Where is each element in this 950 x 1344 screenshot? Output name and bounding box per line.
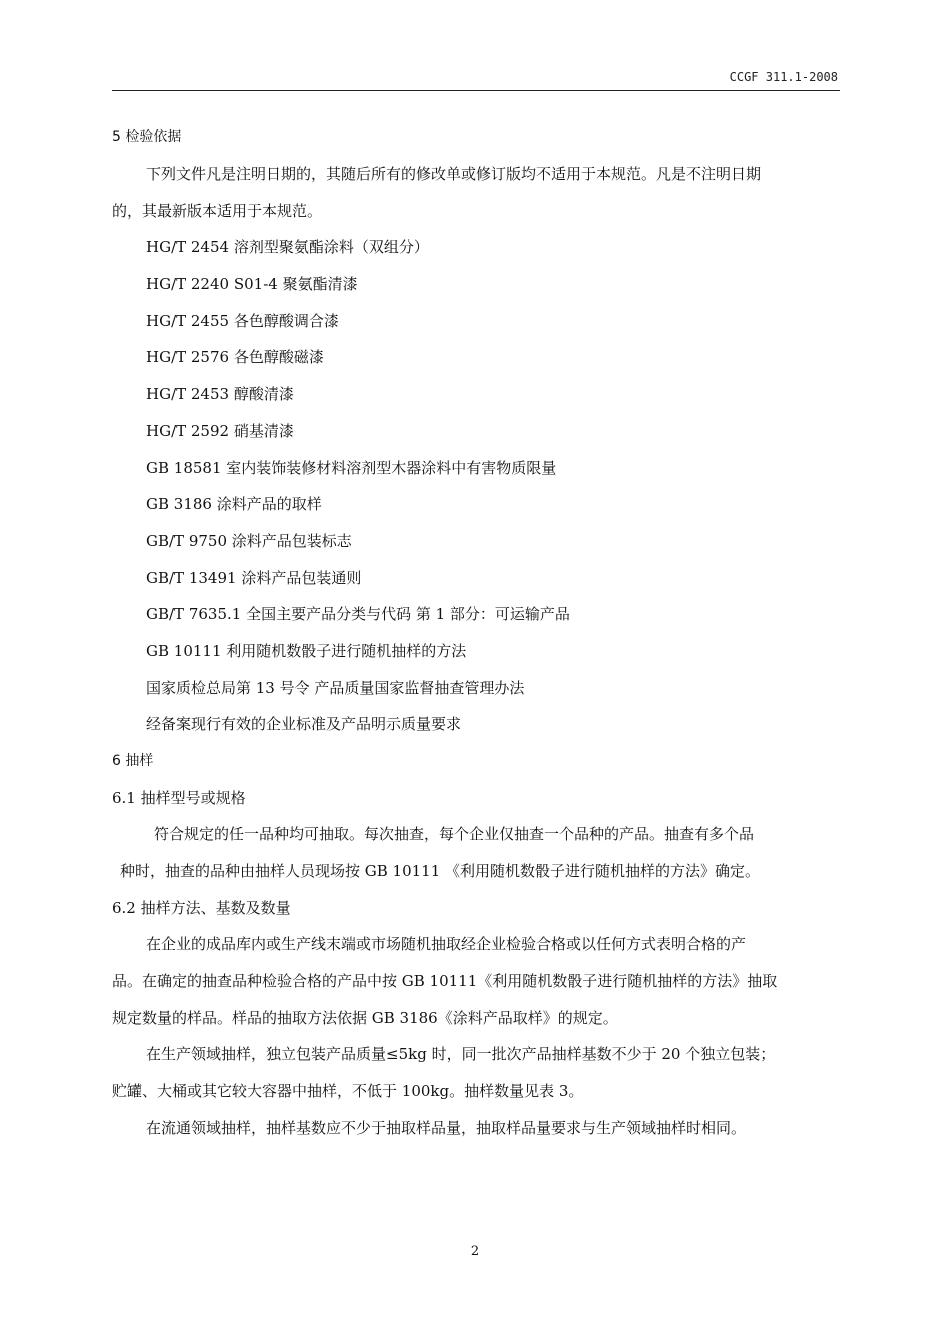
reference-item: HG/T 2576 各色醇酸磁漆	[146, 348, 324, 366]
section-5-heading: 5 检验依据	[112, 129, 182, 145]
subsection-6-1-line-1: 符合规定的任一品种均可抽取。每次抽查，每个企业仅抽查一个品种的产品。抽查有多个品	[154, 825, 755, 843]
section-5-intro-line-2: 的，其最新版本适用于本规范。	[112, 202, 323, 220]
reference-item: GB/T 13491 涂料产品包装通则	[146, 569, 362, 587]
reference-item: HG/T 2453 醇酸清漆	[146, 385, 294, 403]
paragraph-line: 在生产领域抽样，独立包装产品质量≤5kg 时，同一批次产品抽样基数不少于 20 个独立包装；	[146, 1045, 776, 1063]
reference-item: GB 3186 涂料产品的取样	[146, 495, 322, 513]
subsection-6-2-heading: 6.2 抽样方法、基数及数量	[112, 899, 291, 917]
paragraph-line: 在企业的成品库内或生产线末端或市场随机抽取经企业检验合格或以任何方式表明合格的产	[146, 935, 747, 953]
reference-item: GB 10111 利用随机数骰子进行随机抽样的方法	[146, 642, 467, 660]
paragraph-line: 贮罐、大桶或其它较大容器中抽样，不低于 100kg。抽样数量见表 3。	[112, 1082, 584, 1100]
section-5-intro-line-1: 下列文件凡是注明日期的，其随后所有的修改单或修订版均不适用于本规范。凡是不注明日期	[146, 165, 762, 183]
reference-item: GB/T 7635.1 全国主要产品分类与代码 第 1 部分：可运输产品	[146, 605, 570, 623]
reference-item: HG/T 2592 硝基清漆	[146, 422, 294, 440]
reference-item: HG/T 2454 溶剂型聚氨酯涂料（双组分）	[146, 238, 429, 256]
section-6-heading: 6 抽样	[112, 753, 154, 769]
paragraph-line: 在流通领域抽样，抽样基数应不少于抽取样品量，抽取样品量要求与生产领域抽样时相同。	[146, 1119, 747, 1137]
subsection-6-1-line-2: 种时，抽查的品种由抽样人员现场按 GB 10111 《利用随机数骰子进行随机抽样的方法》确定。	[120, 862, 761, 880]
reference-item: GB/T 9750 涂料产品包装标志	[146, 532, 352, 550]
reference-item: 经备案现行有效的企业标准及产品明示质量要求	[146, 715, 462, 733]
reference-item: 国家质检总局第 13 号令 产品质量国家监督抽查管理办法	[146, 679, 525, 697]
page-header	[112, 68, 840, 91]
reference-item: HG/T 2455 各色醇酸调合漆	[146, 312, 339, 330]
paragraph-line: 品。在确定的抽查品种检验合格的产品中按 GB 10111《利用随机数骰子进行随机抽样的方法》抽取	[112, 972, 778, 990]
paragraph-line: 规定数量的样品。样品的抽取方法依据 GB 3186《涂料产品取样》的规定。	[112, 1009, 618, 1027]
reference-item: HG/T 2240 S01-4 聚氨酯清漆	[146, 275, 358, 293]
page-number: 2	[470, 1244, 480, 1259]
subsection-6-1-heading: 6.1 抽样型号或规格	[112, 789, 246, 807]
document-code: CCGF 311.1-2008	[729, 70, 838, 84]
reference-item: GB 18581 室内装饰装修材料溶剂型木器涂料中有害物质限量	[146, 459, 557, 477]
